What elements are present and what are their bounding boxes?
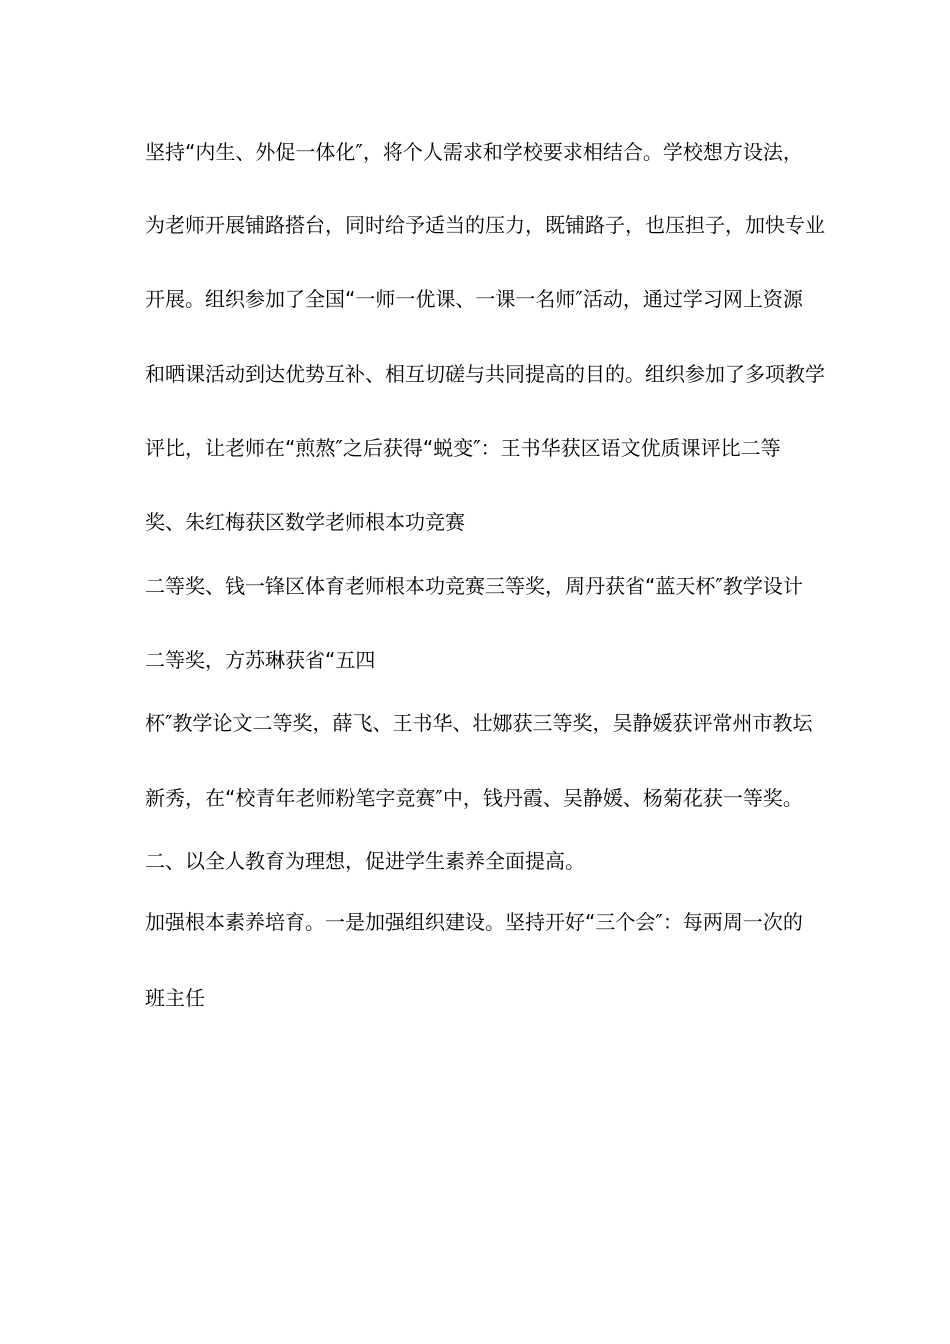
text-line: 班主任 (145, 986, 205, 1010)
text-line: 杯″教学论文二等奖，薛飞、王书华、壮娜获三等奖，吴静媛获评常州市教坛 (145, 711, 813, 735)
text-line: 新秀，在“校青年老师粉笔字竞赛″中，钱丹霞、吴静媛、杨菊花获一等奖。 (145, 786, 803, 810)
text-line: 加强根本素养培育。一是加强组织建设。坚持开好“三个会″：每两周一次的 (145, 910, 803, 934)
text-line: 坚持“内生、外促一体化″，将个人需求和学校要求相结合。学校想方设法， (145, 140, 803, 164)
text-line: 奖、朱红梅获区数学老师根本功竞赛 (145, 510, 465, 534)
text-line: 和晒课活动到达优势互补、相互切磋与共同提高的目的。组织参加了多项教学 (145, 362, 825, 386)
text-line: 开展。组织参加了全国“一师一优课、一课一名师″活动，通过学习网上资源 (145, 287, 803, 311)
text-line: 二等奖、钱一锋区体育老师根本功竞赛三等奖，周丹获省“蓝天杯″教学设计 (145, 574, 803, 598)
section-heading: 二、以全人教育为理想，促进学生素养全面提高。 (145, 849, 585, 873)
text-line: 二等奖，方苏琳获省“五四 (145, 648, 376, 672)
text-line: 为老师开展铺路搭台，同时给予适当的压力，既铺路子，也压担子，加快专业 (145, 213, 825, 237)
text-line: 评比，让老师在“煎熬″之后获得“蜕变″：王书华获区语文优质课评比二等 (145, 436, 781, 460)
